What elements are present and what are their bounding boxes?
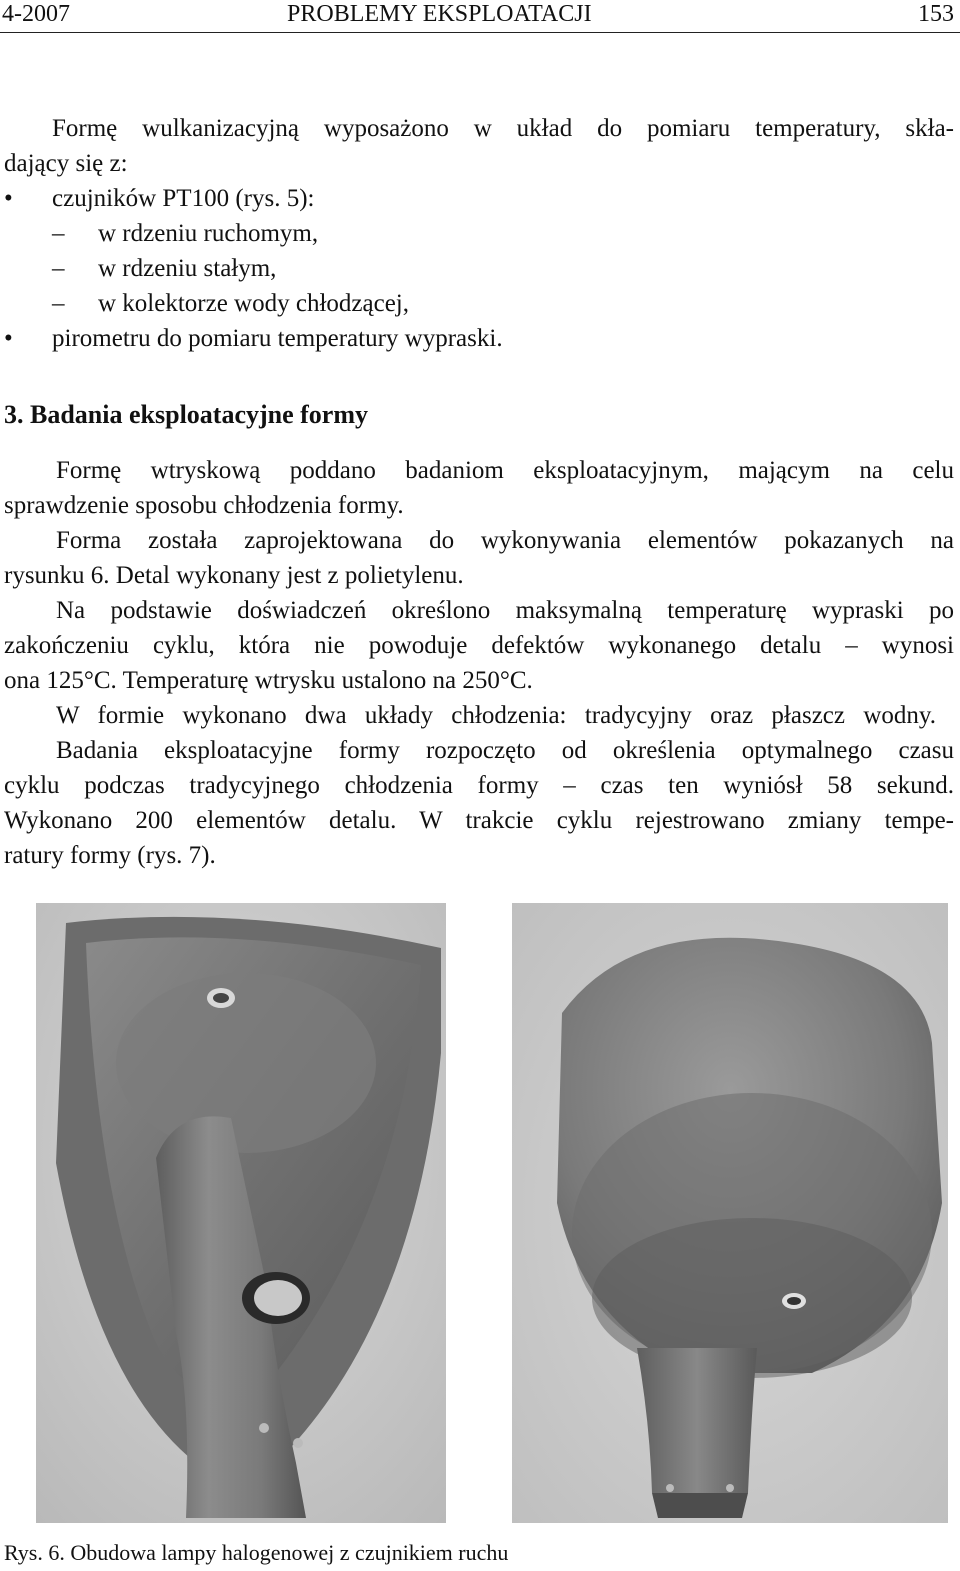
dash-marker: – — [52, 220, 65, 247]
list-item: czujników PT100 (rys. 5): — [52, 185, 315, 212]
sub-list-item: w kolektorze wody chłodzącej, — [98, 290, 409, 317]
paragraph-line: Na podstawie doświadczeń określono maksymalną temperaturę wypraski po — [56, 597, 954, 624]
section-heading: 3. Badania eksploatacyjne formy — [4, 400, 368, 429]
issue-number: 4-2007 — [2, 1, 70, 27]
photo-lamp-housing-outside — [512, 903, 948, 1523]
paragraph-line: Wykonano 200 elementów detalu. W trakcie cyklu rejestrowano zmiany tempe- — [4, 807, 954, 834]
intro-line-2: dający się z: — [4, 150, 128, 177]
paragraph-line: ona 125°C. Temperaturę wtrysku ustalono na 250°C. — [4, 667, 533, 694]
running-header — [0, 0, 960, 33]
photo-lamp-housing-inside — [36, 903, 446, 1523]
dash-marker: – — [52, 255, 65, 282]
list-item: pirometru do pomiaru temperatury wypraski. — [52, 325, 503, 352]
bullet-marker: • — [4, 185, 13, 212]
paragraph-line: ratury formy (rys. 7). — [4, 842, 216, 869]
lamp-housing-inside-image — [36, 903, 446, 1523]
sub-list-item: w rdzeniu stałym, — [98, 255, 277, 282]
paragraph-line: zakończeniu cyklu, która nie powoduje defektów wykonanego detalu – wynosi — [4, 632, 954, 659]
paragraph-line: W formie wykonano dwa układy chłodzenia: tradycyjny oraz płaszcz wodny. — [56, 702, 936, 729]
intro-line-1: Formę wulkanizacyjną wyposażono w układ do pomiaru temperatury, skła- — [52, 115, 954, 142]
paragraph-line: Formę wtryskową poddano badaniom eksploatacyjnym, mającym na celu — [56, 457, 954, 484]
sub-list-item: w rdzeniu ruchomym, — [98, 220, 319, 247]
lamp-housing-outside-image — [512, 903, 948, 1523]
figure-caption: Rys. 6. Obudowa lampy halogenowej z czujnikiem ruchu — [4, 1540, 509, 1565]
paragraph-line: Badania eksploatacyjne formy rozpoczęto od określenia optymalnego czasu — [56, 737, 954, 764]
page-number: 153 — [918, 1, 954, 27]
journal-title: PROBLEMY EKSPLOATACJI — [287, 1, 592, 27]
paragraph-line: Forma została zaprojektowana do wykonywania elementów pokazanych na — [56, 527, 954, 554]
bullet-marker: • — [4, 325, 13, 352]
paragraph-line: cyklu podczas tradycyjnego chłodzenia formy – czas ten wyniósł 58 sekund. — [4, 772, 954, 799]
paragraph-line: rysunku 6. Detal wykonany jest z polietylenu. — [4, 562, 464, 589]
paragraph-line: sprawdzenie sposobu chłodzenia formy. — [4, 492, 404, 519]
dash-marker: – — [52, 290, 65, 317]
